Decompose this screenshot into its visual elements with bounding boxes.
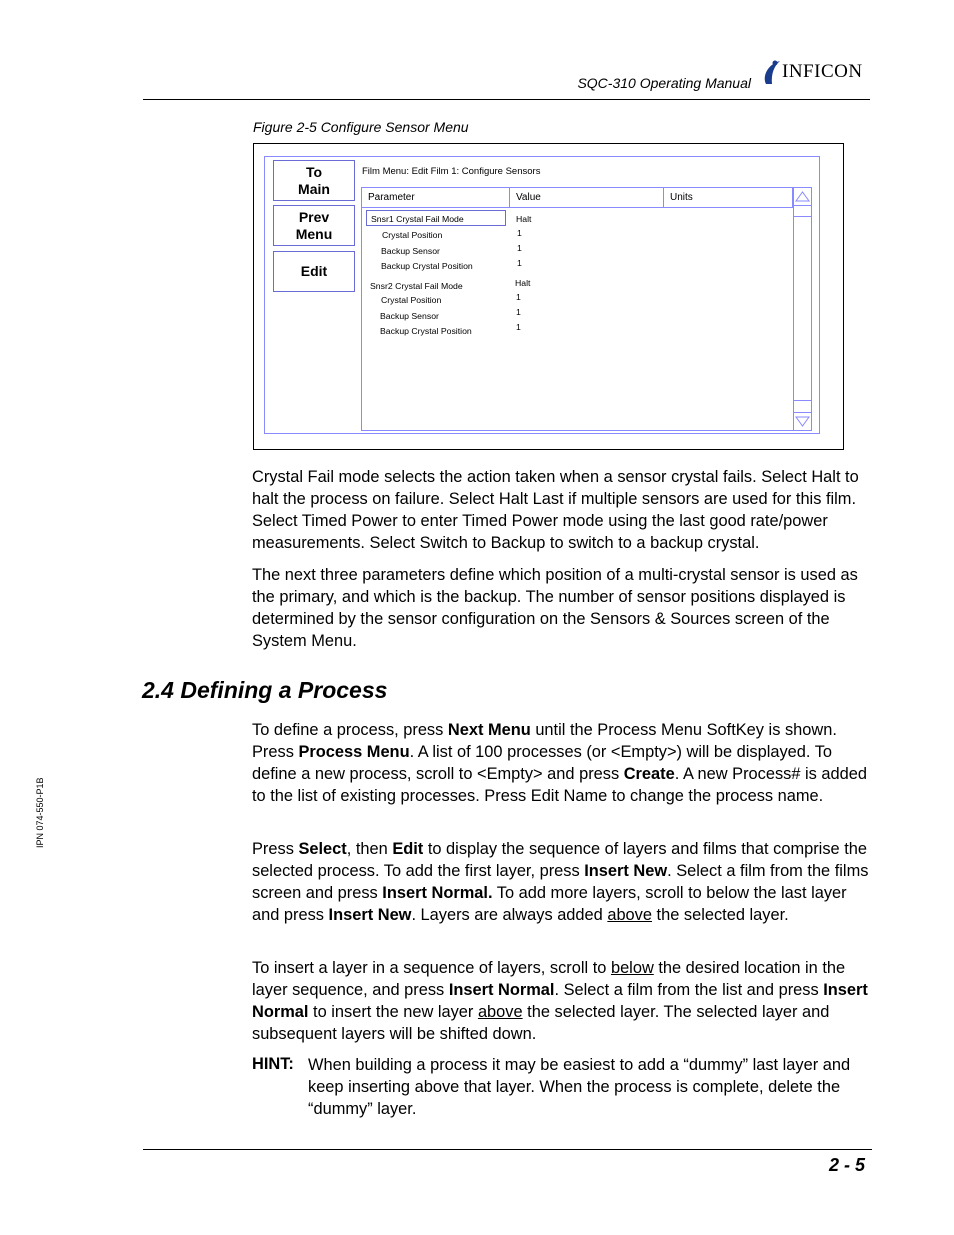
grid-param-cell[interactable]: Crystal Position — [381, 295, 442, 305]
text-run: to insert the new layer — [308, 1002, 478, 1021]
scrollbar-segment — [794, 206, 811, 217]
grid-param-cell[interactable]: Backup Sensor — [381, 246, 440, 256]
grid-param-cell[interactable]: Backup Sensor — [380, 311, 439, 321]
parameter-grid — [361, 187, 812, 431]
bold-term: Insert Normal — [448, 980, 555, 999]
underlined-term: above — [477, 1002, 523, 1021]
column-header-value: Value — [510, 188, 664, 208]
hint-label: HINT: — [252, 1055, 294, 1073]
text-run: . Layers are always added — [411, 905, 608, 924]
text-run: the selected layer. — [652, 905, 789, 924]
grid-param-cell[interactable]: Backup Crystal Position — [380, 326, 472, 336]
manual-title: SQC-310 Operating Manual — [577, 75, 751, 91]
text-run: , then — [346, 840, 393, 858]
grid-value-cell[interactable]: 1 — [516, 307, 521, 317]
grid-value-cell[interactable]: 1 — [517, 228, 522, 238]
grid-value-cell[interactable]: 1 — [516, 322, 521, 332]
scroll-down-arrow-icon[interactable] — [794, 412, 811, 430]
inficon-logo-mark-icon — [760, 58, 784, 86]
bold-term: Process Menu — [298, 742, 410, 761]
footer-rule — [143, 1149, 872, 1150]
paragraph-define-process — [252, 720, 877, 808]
scroll-up-arrow-icon[interactable] — [794, 188, 811, 206]
column-header-units: Units — [664, 188, 793, 208]
bold-term: Insert Normal — [252, 980, 868, 1021]
grid-scrollbar[interactable] — [793, 188, 811, 430]
text-run: the selected layer. The selected layer and subsequent layers will be shifted down. — [252, 1002, 830, 1043]
grid-param-cell[interactable]: Snsr2 Crystal Fail Mode — [370, 281, 463, 291]
scrollbar-segment — [794, 400, 811, 412]
page-number: 2 - 5 — [828, 1155, 865, 1175]
grid-value-cell[interactable]: 1 — [516, 292, 521, 302]
text-run: . A new Process# is added to the list of existing processes. Press Edit Name to change the process name. — [252, 764, 868, 805]
paragraph-insert-layer — [252, 958, 877, 1046]
logo-text: INFICON — [782, 61, 863, 82]
hint-text: When building a process it may be easiest to add a “dummy” last layer and keep inserting above that layer. When the process is complete, delete the “dummy” layer. — [308, 1056, 851, 1118]
bold-term: Insert New — [328, 905, 412, 924]
text-run: . Select a film from the list and press — [554, 980, 824, 999]
paragraph-positions: The next three parameters define which position of a multi-crystal sensor is used as the primary, and which is the backup. The number of sensor positions displayed is determined by the sensor configuration on the Sensors & Sources screen of the System Menu. — [252, 566, 858, 650]
column-header-parameter: Parameter — [362, 188, 510, 208]
paragraph-crystal-fail: Crystal Fail mode selects the action taken when a sensor crystal fails. Select Halt to halt the process on failure. Select Halt Last if multiple sensors are used for this film. Select Timed Power to enter Timed Power mode using the last good rate/power measurements. Select Switch to Backup to switch to a backup crystal. — [252, 468, 859, 552]
configure-sensor-figure — [253, 143, 844, 450]
paragraph-select-edit — [252, 839, 877, 927]
bold-term: Select — [298, 840, 347, 858]
grid-value-cell[interactable]: Halt — [515, 278, 531, 288]
text-run: . Select a film from the films screen and press — [252, 861, 869, 902]
text-run: To insert a layer in a sequence of layers, scroll to — [252, 959, 611, 977]
underlined-term: below — [610, 959, 654, 977]
text-run: Press — [252, 840, 299, 858]
text-run: to display the sequence of layers and films that comprise the selected process. To add the first layer, press — [252, 840, 867, 880]
prev-menu-softkey[interactable]: Prev Menu — [273, 205, 355, 246]
underlined-term: above — [607, 905, 652, 924]
side-ipn-label: IPN 074-550-P1B — [35, 777, 45, 848]
text-run: until the Process Menu SoftKey is shown. Press — [252, 721, 837, 761]
grid-param-cell[interactable]: Backup Crystal Position — [381, 261, 473, 271]
text-run: the desired location in the layer sequence, and press — [252, 959, 846, 999]
bold-term: Insert New — [584, 861, 668, 880]
bold-term: Next Menu — [447, 721, 531, 739]
header-rule — [143, 99, 870, 100]
menu-breadcrumb: Film Menu: Edit Film 1: Configure Sensors — [362, 166, 541, 177]
grid-value-cell[interactable]: Halt — [516, 214, 532, 224]
bold-term: Insert Normal. — [382, 883, 493, 902]
text-run: To define a process, press — [252, 721, 448, 739]
grid-value-cell[interactable]: 1 — [517, 243, 522, 253]
figure-caption: Figure 2-5 Configure Sensor Menu — [253, 119, 469, 135]
text-run: To add more layers, scroll to below the last layer and press — [252, 883, 847, 924]
section-title: 2.4 Defining a Process — [142, 677, 388, 703]
to-main-softkey[interactable]: To Main — [273, 160, 355, 201]
grid-param-cell[interactable]: Snsr1 Crystal Fail Mode — [371, 214, 464, 224]
grid-param-cell[interactable]: Crystal Position — [382, 230, 443, 240]
edit-softkey[interactable]: Edit — [273, 251, 355, 292]
bold-term: Edit — [392, 840, 424, 858]
bold-term: Create — [623, 764, 675, 783]
grid-value-cell[interactable]: 1 — [517, 258, 522, 268]
text-run: . A list of 100 processes (or <Empty>) will be displayed. To define a new process, scroll to <Empty> and press — [252, 742, 833, 783]
inficon-logo — [760, 58, 872, 86]
